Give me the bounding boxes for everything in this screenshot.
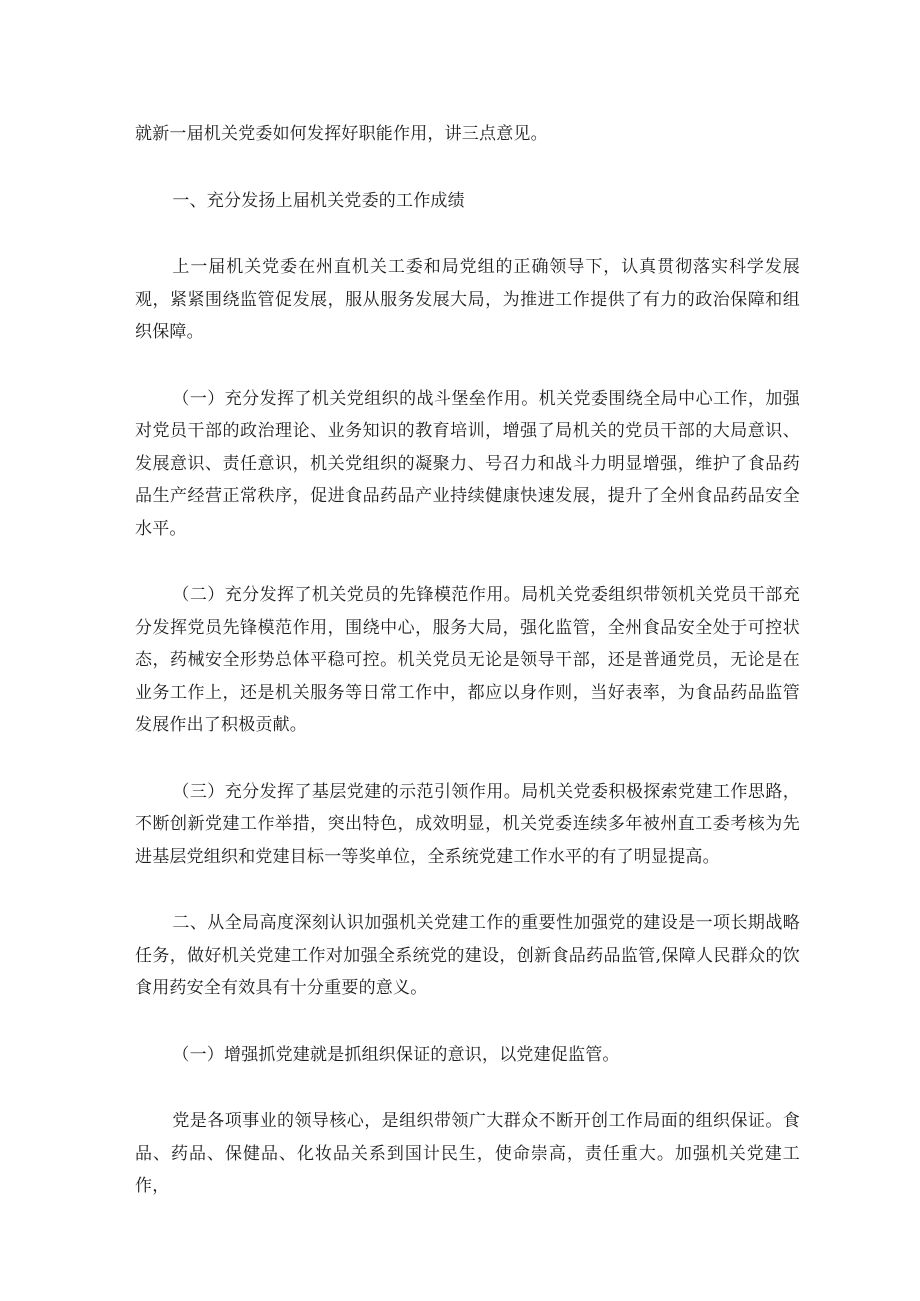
paragraph-subsection-1-1: （一）充分发挥了机关党组织的战斗堡垒作用。机关党委围绕全局中心工作，加强对党员干部的政治理论、业务知识的教育培训，增强了局机关的党员干部的大局意识、发展意识、责任意识，机关党组织的凝聚力、号召力和战斗力明显增强，维护了食品药品生产经营正常秩序，促进食品药品产业持续健康快速发展，提升了全州食品药品安全水平。 [135,388,800,539]
subsection-heading-2-1: （一）增强抓党建就是抓组织保证的意识，以党建促监管。 [172,1044,620,1065]
section-heading-2: 二、从全局高度深刻认识加强机关党建工作的重要性加强党的建设是一项长期战略任务，做好机关党建工作对加强全系统党的建设，创新食品药品监管,保障人民群众的饮食用药安全有效具有十分重要的意义。 [135,913,800,998]
intro-paragraph: 就新一届机关党委如何发挥好职能作用，讲三点意见。 [135,124,548,144]
paragraph-subsection-1-2: （二）充分发挥了机关党员的先锋模范作用。局机关党委组织带领机关党员干部充分发挥党员先锋模范作用，围绕中心，服务大局，强化监管，全州食品安全处于可控状态，药械安全形势总体平稳可控。机关党员无论是领导干部，还是普通党员，无论是在业务工作上，还是机关服务等日常工作中，都应以身作则，当好表率，为食品药品监管发展作出了积极贡献。 [135,585,800,735]
paragraph-previous-committee: 上一届机关党委在州直机关工委和局党组的正确领导下，认真贯彻落实科学发展观，紧紧围绕监管促发展，服从服务发展大局，为推进工作提供了有力的政治保障和组织保障。 [135,257,800,342]
section-heading-1: 一、充分发扬上届机关党委的工作成绩 [172,190,465,211]
document-body [135,118,800,1203]
paragraph-party-core: 党是各项事业的领导核心，是组织带领广大群众不断开创工作局面的组织保证。食品、药品、保健品、化妆品关系到国计民生，使命崇高，责任重大。加强机关党建工作， [135,1111,800,1196]
paragraph-subsection-1-3: （三）充分发挥了基层党建的示范引领作用。局机关党委积极探索党建工作思路，不断创新党建工作举措，突出特色，成效明显，机关党委连续多年被州直工委考核为先进基层党组织和党建目标一等奖单位，全系统党建工作水平的有了明显提高。 [135,781,800,867]
